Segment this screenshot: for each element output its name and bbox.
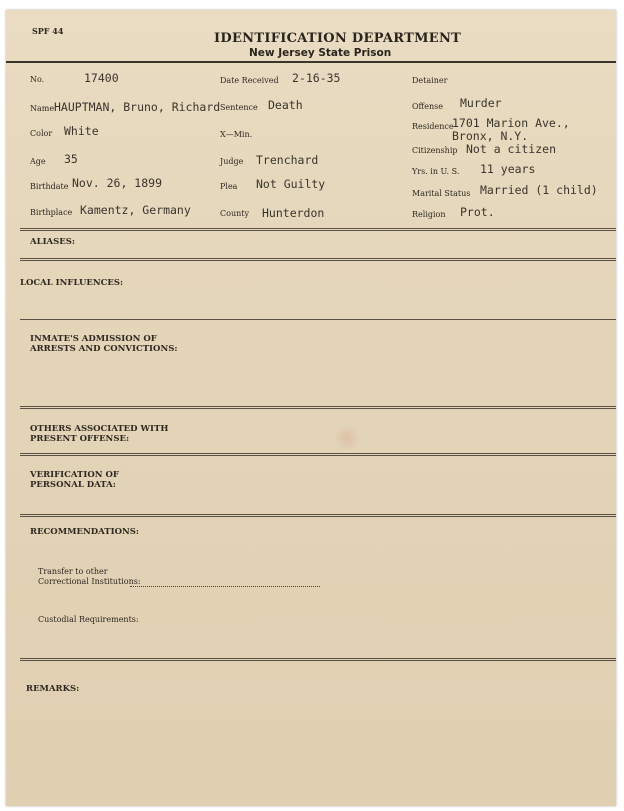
form-code: SPF 44 [32,26,64,36]
residence-label: Residence [412,122,454,131]
custodial-label: Custodial Requirements: [38,615,139,624]
county-value: Hunterdon [262,206,325,220]
section-rule [20,453,616,454]
religion-value: Prot. [460,205,495,219]
date-received-value: 2-16-35 [292,71,341,85]
offense-label: Offense [412,102,443,111]
birthdate-label: Birthdate [30,182,69,191]
transfer-label-line2: Correctional Institutions: [38,577,141,586]
color-label: Color [30,129,53,138]
citizenship-label: Citizenship [412,146,458,155]
section-rule [20,319,616,320]
birthplace-value: Kamentz, Germany [80,203,191,217]
plea-value: Not Guilty [256,177,326,191]
no-label: No. [30,75,45,84]
yrs-in-us-value: 11 years [480,162,536,176]
date-received-label: Date Received [220,76,279,85]
judge-value: Trenchard [256,153,319,167]
section-rule [20,514,616,515]
transfer-label-line1: Transfer to other [38,567,108,576]
admission-label-line1: INMATE'S ADMISSION OF [30,334,157,344]
birthdate-value: Nov. 26, 1899 [72,176,163,190]
aliases-label: ALIASES: [30,237,76,247]
residence-value-line1: 1701 Marion Ave., [452,116,570,130]
section-rule [20,228,616,229]
header-rule [6,61,616,63]
residence-value-line2: Bronx, N.Y. [452,129,529,143]
birthplace-label: Birthplace [30,208,73,217]
age-value: 35 [64,152,78,166]
detainer-label: Detainer [412,76,448,85]
judge-label: Judge [220,157,244,166]
verification-label-line2: PERSONAL DATA: [30,480,116,490]
yrs-in-us-label: Yrs. in U. S. [412,167,460,176]
prison-record-sheet [6,10,616,806]
verification-label-line1: VERIFICATION OF [30,470,119,480]
no-value: 17400 [84,71,119,85]
section-rule [20,406,616,407]
section-rule [20,258,616,259]
marital-status-value: Married (1 child) [480,183,598,197]
color-value: White [64,124,99,138]
transfer-dotted-line [130,586,320,587]
marital-status-label: Marital Status [412,189,471,198]
admission-label-line2: ARRESTS AND CONVICTIONS: [30,344,178,354]
name-label: Name [30,104,55,113]
section-rule [20,658,616,659]
county-label: County [220,209,249,218]
religion-label: Religion [412,210,446,219]
name-value: HAUPTMAN, Bruno, Richard [54,100,221,114]
others-label-line2: PRESENT OFFENSE: [30,434,130,444]
others-label-line1: OTHERS ASSOCIATED WITH [30,424,169,434]
remarks-label: REMARKS: [26,684,80,694]
plea-label: Plea [220,182,238,191]
sentence-value: Death [268,98,303,112]
recommendations-label: RECOMMENDATIONS: [30,527,140,537]
age-label: Age [30,157,46,166]
xmin-label: X—Min. [220,130,253,139]
form-title: IDENTIFICATION DEPARTMENT [214,31,462,46]
local-influences-label: LOCAL INFLUENCES: [20,278,124,288]
sentence-label: Sentence [220,103,258,112]
offense-value: Murder [460,96,502,110]
paper-stain [332,426,362,450]
form-subtitle: New Jersey State Prison [249,47,392,59]
citizenship-value: Not a citizen [466,142,557,156]
